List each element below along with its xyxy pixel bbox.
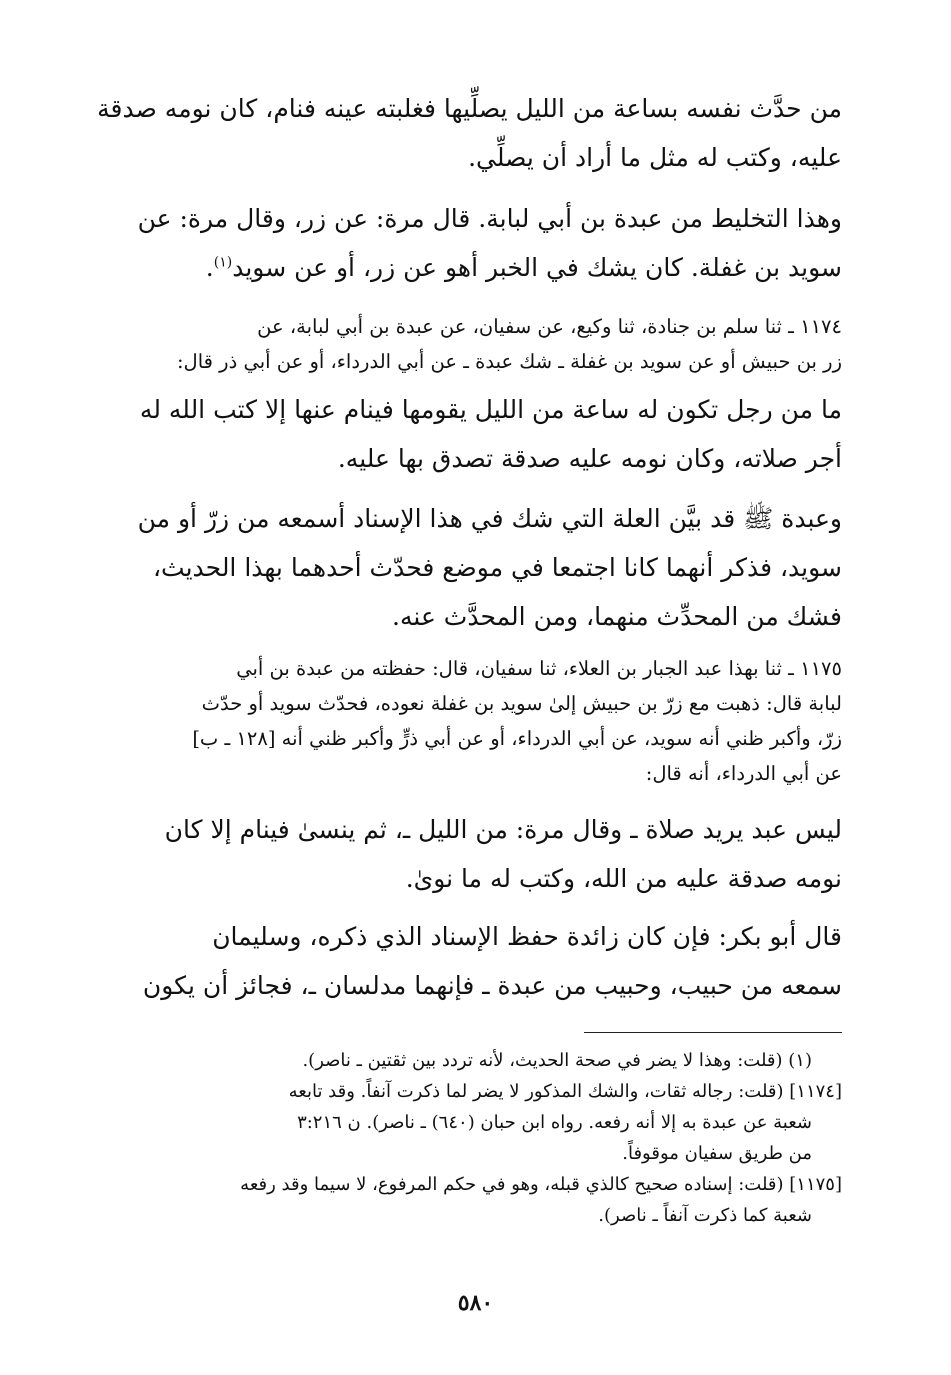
text-line: ما من رجل تكون له ساعة من الليل يقومها فينام عنها إلا كتب الله له bbox=[139, 395, 842, 424]
footnote-1: (١) (قلت: وهذا لا يضر في صحة الحديث، لأنه تردد بين ثقتين ـ ناصر). bbox=[302, 1050, 812, 1071]
footnote-separator bbox=[584, 1032, 842, 1033]
footnote-1174-line: [١١٧٤] (قلت: رجاله ثقات، والشك المذكور لا يضر لما ذكرت آنفاً. وقد تابعه bbox=[288, 1081, 842, 1102]
hadith-1174-chain bbox=[96, 309, 842, 379]
text-line: ١١٧٥ ـ ثنا بهذا عبد الجبار بن العلاء، ثنا سفيان، قال: حفظته من عبدة بن أبي bbox=[236, 657, 842, 680]
text-segment: سويد بن غفلة. كان يشك في الخبر أهو عن زر، أو عن سويد bbox=[232, 253, 842, 282]
text-line: وهذا التخليط من عبدة بن أبي لبابة. قال مرة: عن زر، وقال مرة: عن bbox=[137, 204, 842, 233]
text-line: من حدَّث نفسه بساعة من الليل يصلِّيها فغلبته عينه فنام، كان نومه صدقة bbox=[97, 94, 842, 123]
hadith-1175-text bbox=[96, 805, 842, 903]
footnote-1174-line: من طريق سفيان موقوفاً. bbox=[622, 1143, 812, 1164]
paragraph-1 bbox=[96, 84, 842, 182]
text-line: ليس عبد يريد صلاة ـ وقال مرة: من الليل ـ، ثم ينسىٰ فينام إلا كان bbox=[164, 815, 842, 844]
paragraph-6 bbox=[96, 912, 842, 1010]
text-line: زر بن حبيش أو عن سويد بن غفلة ـ شك عبدة ـ عن أبي الدرداء، أو عن أبي ذر قال: bbox=[176, 350, 842, 373]
text-line: فشك من المحدِّث منهما، ومن المحدَّث عنه. bbox=[392, 602, 842, 631]
text-line bbox=[96, 243, 842, 292]
footnote-ref: (١) bbox=[213, 254, 233, 271]
footnote-1175-line: شعبة كما ذكرت آنفاً ـ ناصر). bbox=[598, 1205, 812, 1226]
text-line: نومه صدقة عليه من الله، وكتب له ما نوىٰ. bbox=[405, 864, 842, 893]
text-line: لبابة قال: ذهبت مع زرّ بن حبيش إلىٰ سويد بن غفلة نعوده، فحدّث سويد أو حدّث bbox=[201, 692, 842, 715]
text-segment: . bbox=[205, 253, 214, 282]
paragraph-2 bbox=[96, 194, 842, 292]
footnote-1175-line: [١١٧٥] (قلت: إسناده صحيح كالذي قبله، وهو في حكم المرفوع، لا سيما وقد رفعه bbox=[240, 1174, 842, 1195]
text-line: سمعه من حبيب، وحبيب من عبدة ـ فإنهما مدلسان ـ، فجائز أن يكون bbox=[142, 971, 842, 1000]
text-line: زرّ، وأكبر ظني أنه سويد، عن أبي الدرداء، أو عن أبي ذرٍّ وأكبر ظني أنه [١٢٨ ـ ب] bbox=[192, 727, 842, 750]
text-line: عليه، وكتب له مثل ما أراد أن يصلِّي. bbox=[468, 143, 842, 172]
page-number: ٥٨٠ bbox=[457, 1290, 494, 1316]
text-line: قال أبو بكر: فإن كان زائدة حفظ الإسناد الذي ذكره، وسليمان bbox=[212, 922, 842, 951]
text-line: عن أبي الدرداء، أنه قال: bbox=[645, 762, 842, 785]
hadith-1174-text bbox=[96, 385, 842, 483]
footnote-1174-line: شعبة عن عبدة به إلا أنه رفعه. رواه ابن حبان (٦٤٠) ـ ناصر). ن ٣:٢١٦ bbox=[297, 1112, 812, 1133]
text-line: ١١٧٤ ـ ثنا سلم بن جنادة، ثنا وكيع، عن سفيان، عن عبدة بن أبي لبابة، عن bbox=[257, 315, 842, 338]
footnotes bbox=[96, 1045, 842, 1231]
text-line: سويد، فذكر أنهما كانا اجتمعا في موضع فحدّث أحدهما بهذا الحديث، bbox=[152, 553, 842, 582]
paragraph-4 bbox=[96, 494, 842, 641]
text-line: أجر صلاته، وكان نومه عليه صدقة تصدق بها عليه. bbox=[337, 444, 842, 473]
text-line: وعبدة ﷺ قد بيَّن العلة التي شك في هذا الإسناد أسمعه من زرّ أو من bbox=[137, 504, 842, 533]
hadith-1175-chain bbox=[96, 651, 842, 791]
